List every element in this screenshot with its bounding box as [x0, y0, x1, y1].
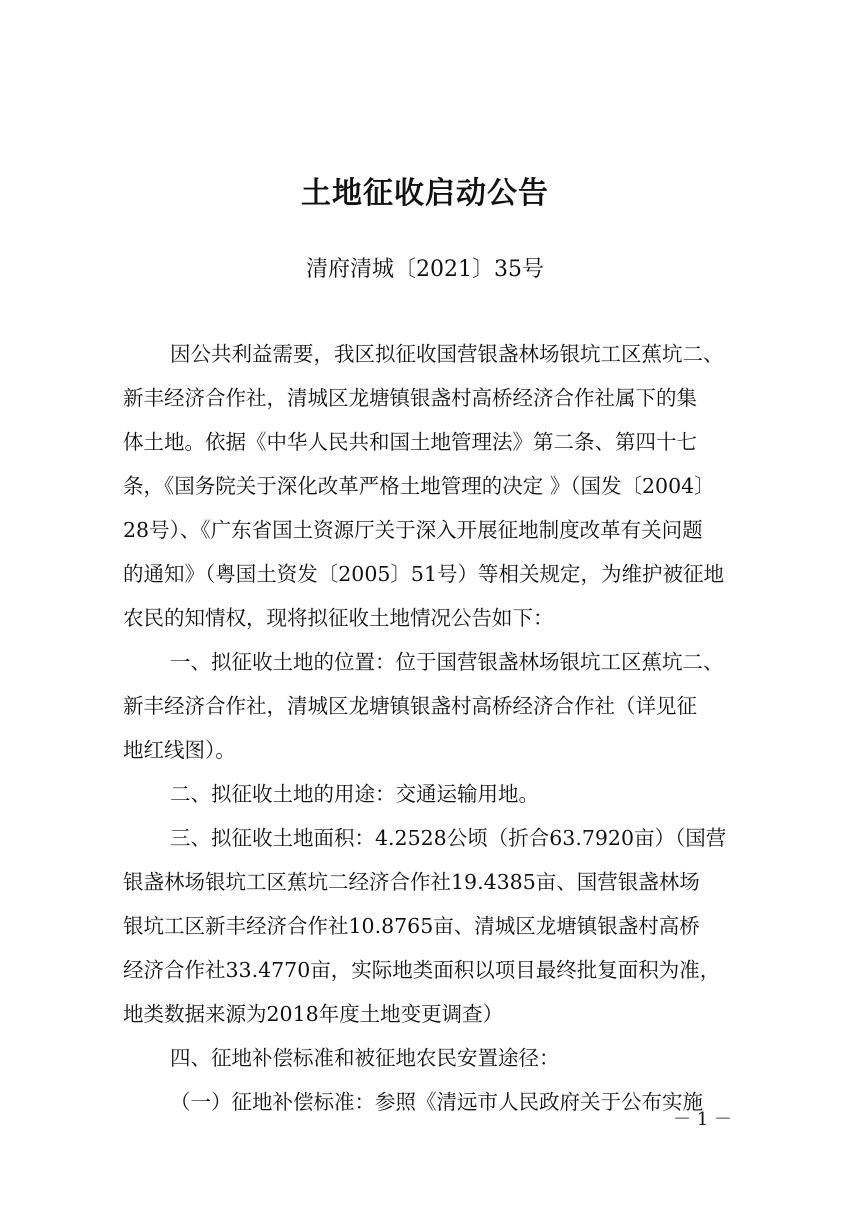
body-line: 新丰经济合作社，清城区龙塘镇银盏村高桥经济合作社属下的集 [123, 386, 697, 410]
body-line: 银盏林场银坑工区蕉坑二经济合作社19.4385亩、国营银盏林场 [123, 870, 700, 894]
document-number: 清府清城〔2021〕35号 [306, 257, 544, 282]
body-line: 农民的知情权，现将拟征收土地情况公告如下： [123, 606, 554, 630]
body-line: 一、拟征收土地的位置：位于国营银盏林场银坑工区蕉坑二、 [170, 650, 724, 674]
body-line: （一）征地补偿标准：参照《清远市人民政府关于公布实施 [170, 1090, 703, 1114]
body-line: 二、拟征收土地的用途：交通运输用地。 [170, 782, 539, 806]
page-number: － 1 － [673, 1109, 732, 1130]
body-line: 28号）、《广东省国土资源厅关于深入开展征地制度改革有关问题 [123, 518, 703, 542]
body-line: 三、拟征收土地面积：4.2528公顷（折合63.7920亩）（国营 [170, 826, 727, 850]
body-line: 银坑工区新丰经济合作社10.8765亩、清城区龙塘镇银盏村高桥 [123, 914, 700, 938]
body-line: 的通知》（粤国土资发〔2005〕51号）等相关规定，为维护被征地 [123, 562, 725, 586]
body-line: 体土地。依据《中华人民共和国土地管理法》第二条、第四十七 [123, 430, 697, 454]
body-line: 地类数据来源为2018年度土地变更调查） [123, 1002, 504, 1026]
body-line: 经济合作社33.4770亩，实际地类面积以项目最终批复面积为准， [123, 958, 721, 982]
document-title: 土地征收启动公告 [301, 176, 549, 211]
body-line: 因公共利益需要，我区拟征收国营银盏林场银坑工区蕉坑二、 [170, 342, 724, 366]
body-line: 新丰经济合作社，清城区龙塘镇银盏村高桥经济合作社（详见征 [123, 694, 697, 718]
body-line: 四、征地补偿标准和被征地农民安置途径： [170, 1046, 560, 1070]
body-line: 条，《国务院关于深化改革严格土地管理的决定 》（国发〔2004〕 [123, 474, 715, 498]
body-line: 地红线图）。 [123, 738, 236, 762]
